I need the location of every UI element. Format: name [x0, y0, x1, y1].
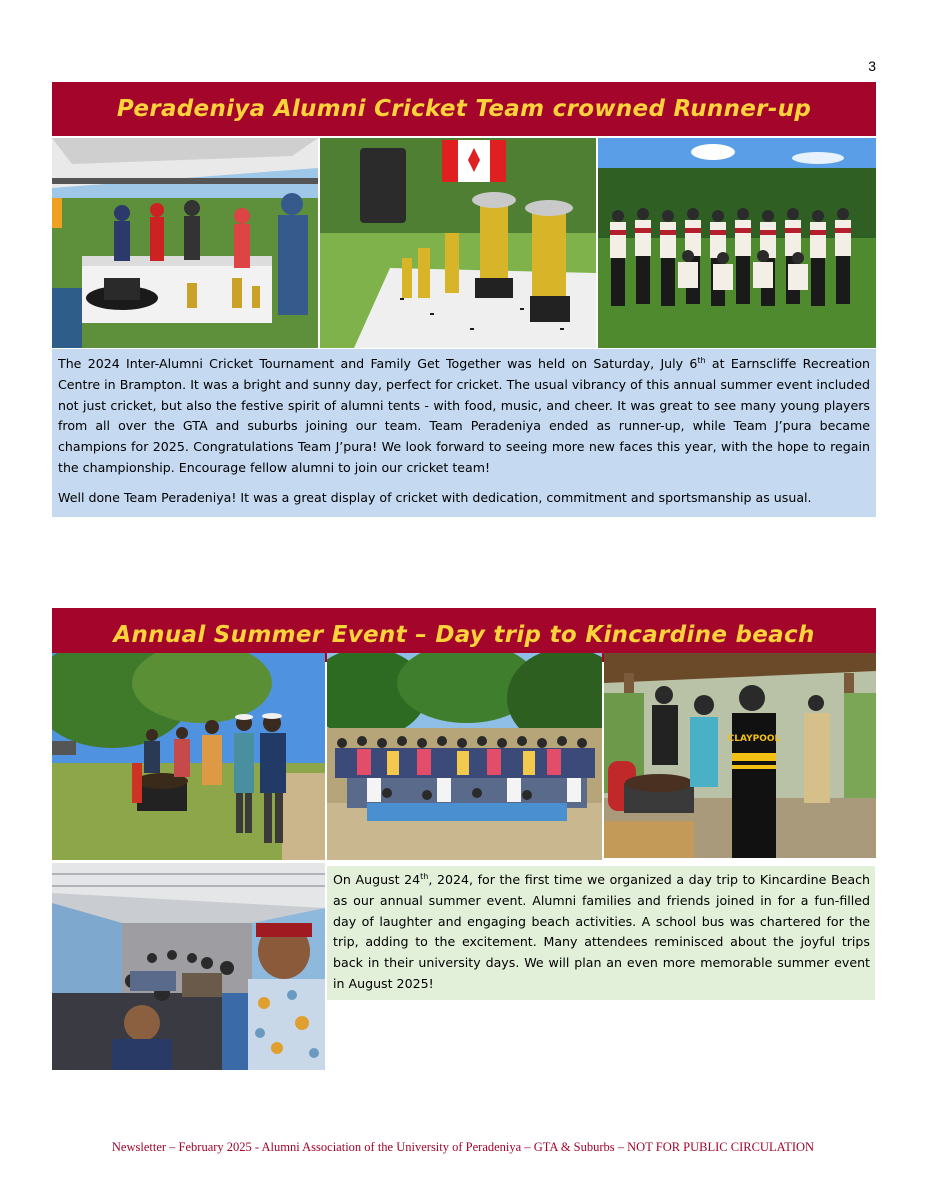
cricket-text-part-2: at Earnscliffe Recreation Centre in Brampton. It was a bright and sunny day, perfect for cricket. The usual vibrancy of this annual summer event included not just cricket, but also the festive spirit of alumni tents - with food, music, and cheer. It was great to see many young players from all over the GTA and suburbs joining our team. Team Peradeniya ended as runner-up, while Team J’pura became champions for 2025. Congratulations Team J’pura! We look forward to seeing more new faces this year, with the hope to regain the championship. Encourage fellow alumni to join our cricket team! [58, 356, 870, 475]
cricket-photo-trophy-presentation [52, 138, 318, 348]
cricket-photo-trophies-table [320, 138, 596, 348]
cricket-text-part-1: The 2024 Inter-Alumni Cricket Tournament and Family Get Together was held on Saturday, July 6 [58, 356, 698, 371]
summer-article-box [327, 866, 875, 1000]
summer-photo-large-group [327, 653, 602, 860]
summer-text-superscript: th [420, 871, 429, 881]
cricket-closing-paragraph: Well done Team Peradeniya! It was a great display of cricket with dedication, commitment and sportsmanship as usual. [58, 489, 812, 505]
summer-section-title: Annual Summer Event – Day trip to Kincardine beach [113, 622, 815, 648]
summer-photo-bbq-group [52, 653, 325, 860]
summer-text-part-2: , 2024, for the first time we organized a day trip to Kincardine Beach as our annual summer event. Alumni families and friends joined in for a fun-filled day of laughter and engaging beach activities. A school bus was chartered for the trip, adding to the excitement. Many attendees reminisced about the joyful trips back in their university days. We will plan an even more memorable summer event in August 2025! [333, 872, 870, 991]
summer-text-part-1: On August 24 [333, 872, 421, 887]
cricket-article-paragraph [58, 354, 870, 479]
cricket-text-superscript: th [697, 355, 706, 365]
summer-photo-school-bus [52, 863, 325, 1070]
cricket-section-title: Peradeniya Alumni Cricket Team crowned Runner-up [116, 96, 812, 122]
summer-photo-grilling [604, 653, 876, 858]
cricket-photo-team-group [598, 138, 876, 348]
cricket-article-box [52, 349, 876, 517]
jersey-name-text: CLAYPOOL [727, 734, 781, 744]
summer-article-paragraph [333, 870, 870, 995]
newsletter-footer: Newsletter – February 2025 - Alumni Association of the University of Peradeniya – GTA & Suburbs – NOT FOR PUBLIC CIRCULATION [111, 1140, 815, 1154]
page-number: 3 [868, 58, 876, 74]
cricket-section-banner [52, 82, 876, 136]
